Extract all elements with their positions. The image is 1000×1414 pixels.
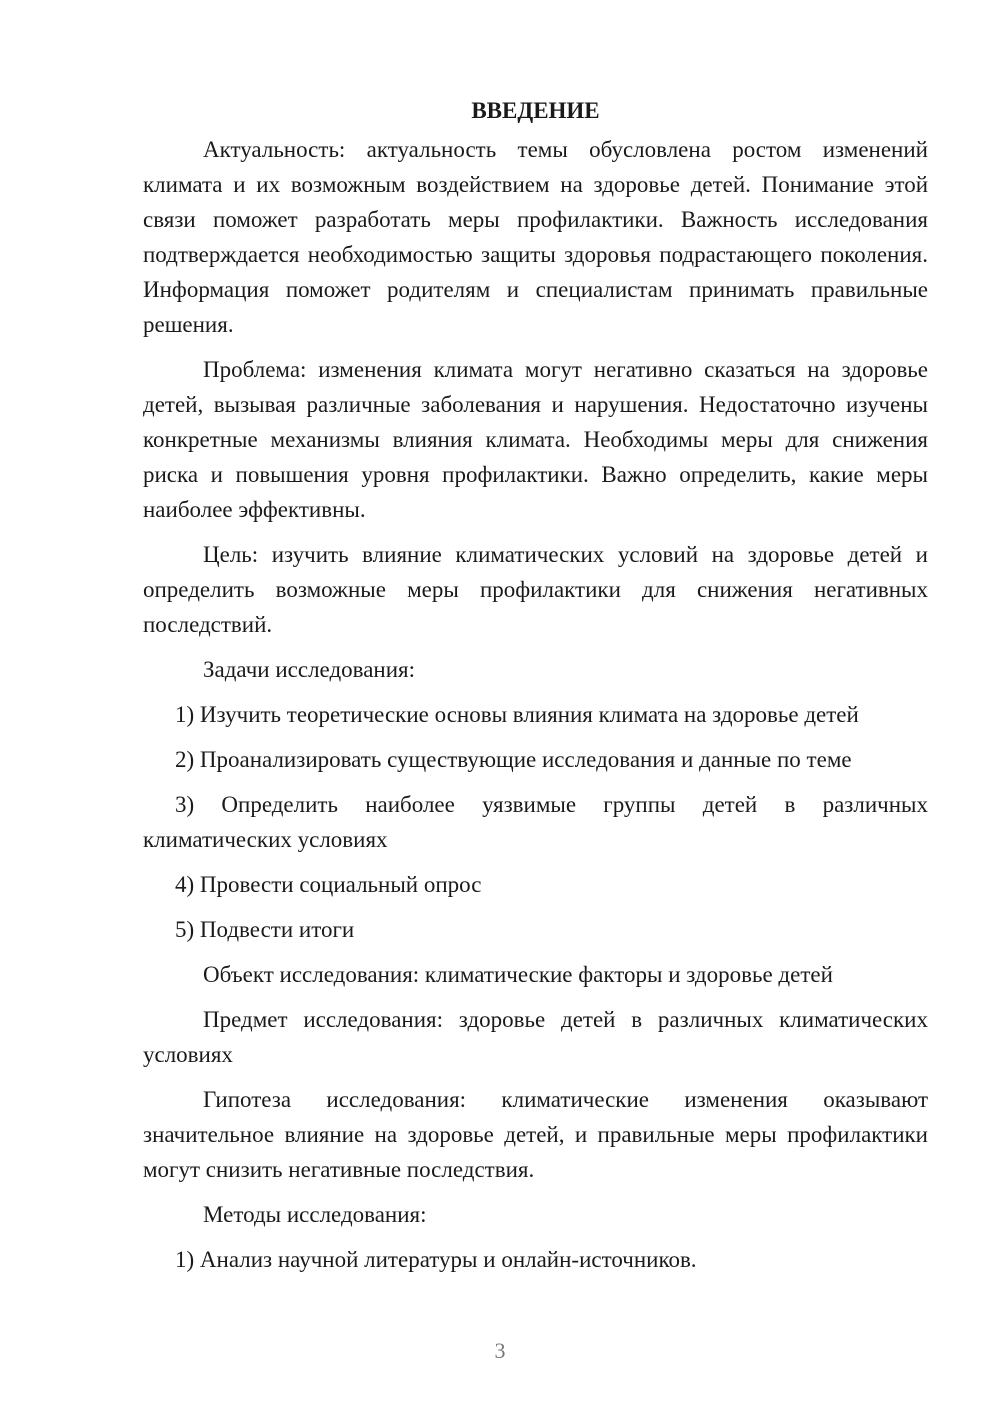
methods-heading: Методы исследования:: [203, 1202, 427, 1227]
task-item-4: 4) Провести социальный опрос: [175, 872, 482, 897]
paragraph-subject: Предмет исследования: здоровье детей в различных климатических условиях: [143, 1007, 928, 1067]
paragraph-object: Объект исследования: климатические факторы и здоровье детей: [203, 962, 833, 987]
paragraph-problem: Проблема: изменения климата могут негативно сказаться на здоровье детей, вызывая различные заболевания и нарушения. Недостаточно изучены конкретные механизмы влияния климата. Необходимы меры для снижения риска и повышения уровня профилактики. Важно определить, какие меры наиболее эффективны.: [143, 357, 928, 522]
task-item-1: 1) Изучить теоретические основы влияния климата на здоровье детей: [175, 702, 859, 727]
paragraph-goal: Цель: изучить влияние климатических условий на здоровье детей и определить возможные меры профилактики для снижения негативных последствий.: [143, 542, 928, 637]
page-title: ВВЕДЕНИЕ: [471, 98, 600, 123]
paragraph-hypothesis: Гипотеза исследования: климатические изменения оказывают значительное влияние на здоровье детей, и правильные меры профилактики могут снизить негативные последствия.: [143, 1087, 928, 1182]
page-number: 3: [494, 1338, 506, 1363]
task-item-3: 3) Определить наиболее уязвимые группы детей в различных климатических условиях: [143, 792, 928, 852]
tasks-heading: Задачи исследования:: [203, 657, 416, 682]
page-content: [143, 93, 928, 1287]
task-item-2: 2) Проанализировать существующие исследования и данные по теме: [175, 747, 852, 772]
method-item-1: 1) Анализ научной литературы и онлайн-источников.: [175, 1247, 697, 1272]
task-item-5: 5) Подвести итоги: [175, 917, 355, 942]
paragraph-relevance: Актуальность: актуальность темы обусловлена ростом изменений климата и их возможным воздействием на здоровье детей. Понимание этой связи поможет разработать меры профилактики. Важность исследования подтверждается необходимостью защиты здоровья подрастающего поколения. Информация поможет родителям и специалистам принимать правильные решения.: [143, 137, 928, 337]
